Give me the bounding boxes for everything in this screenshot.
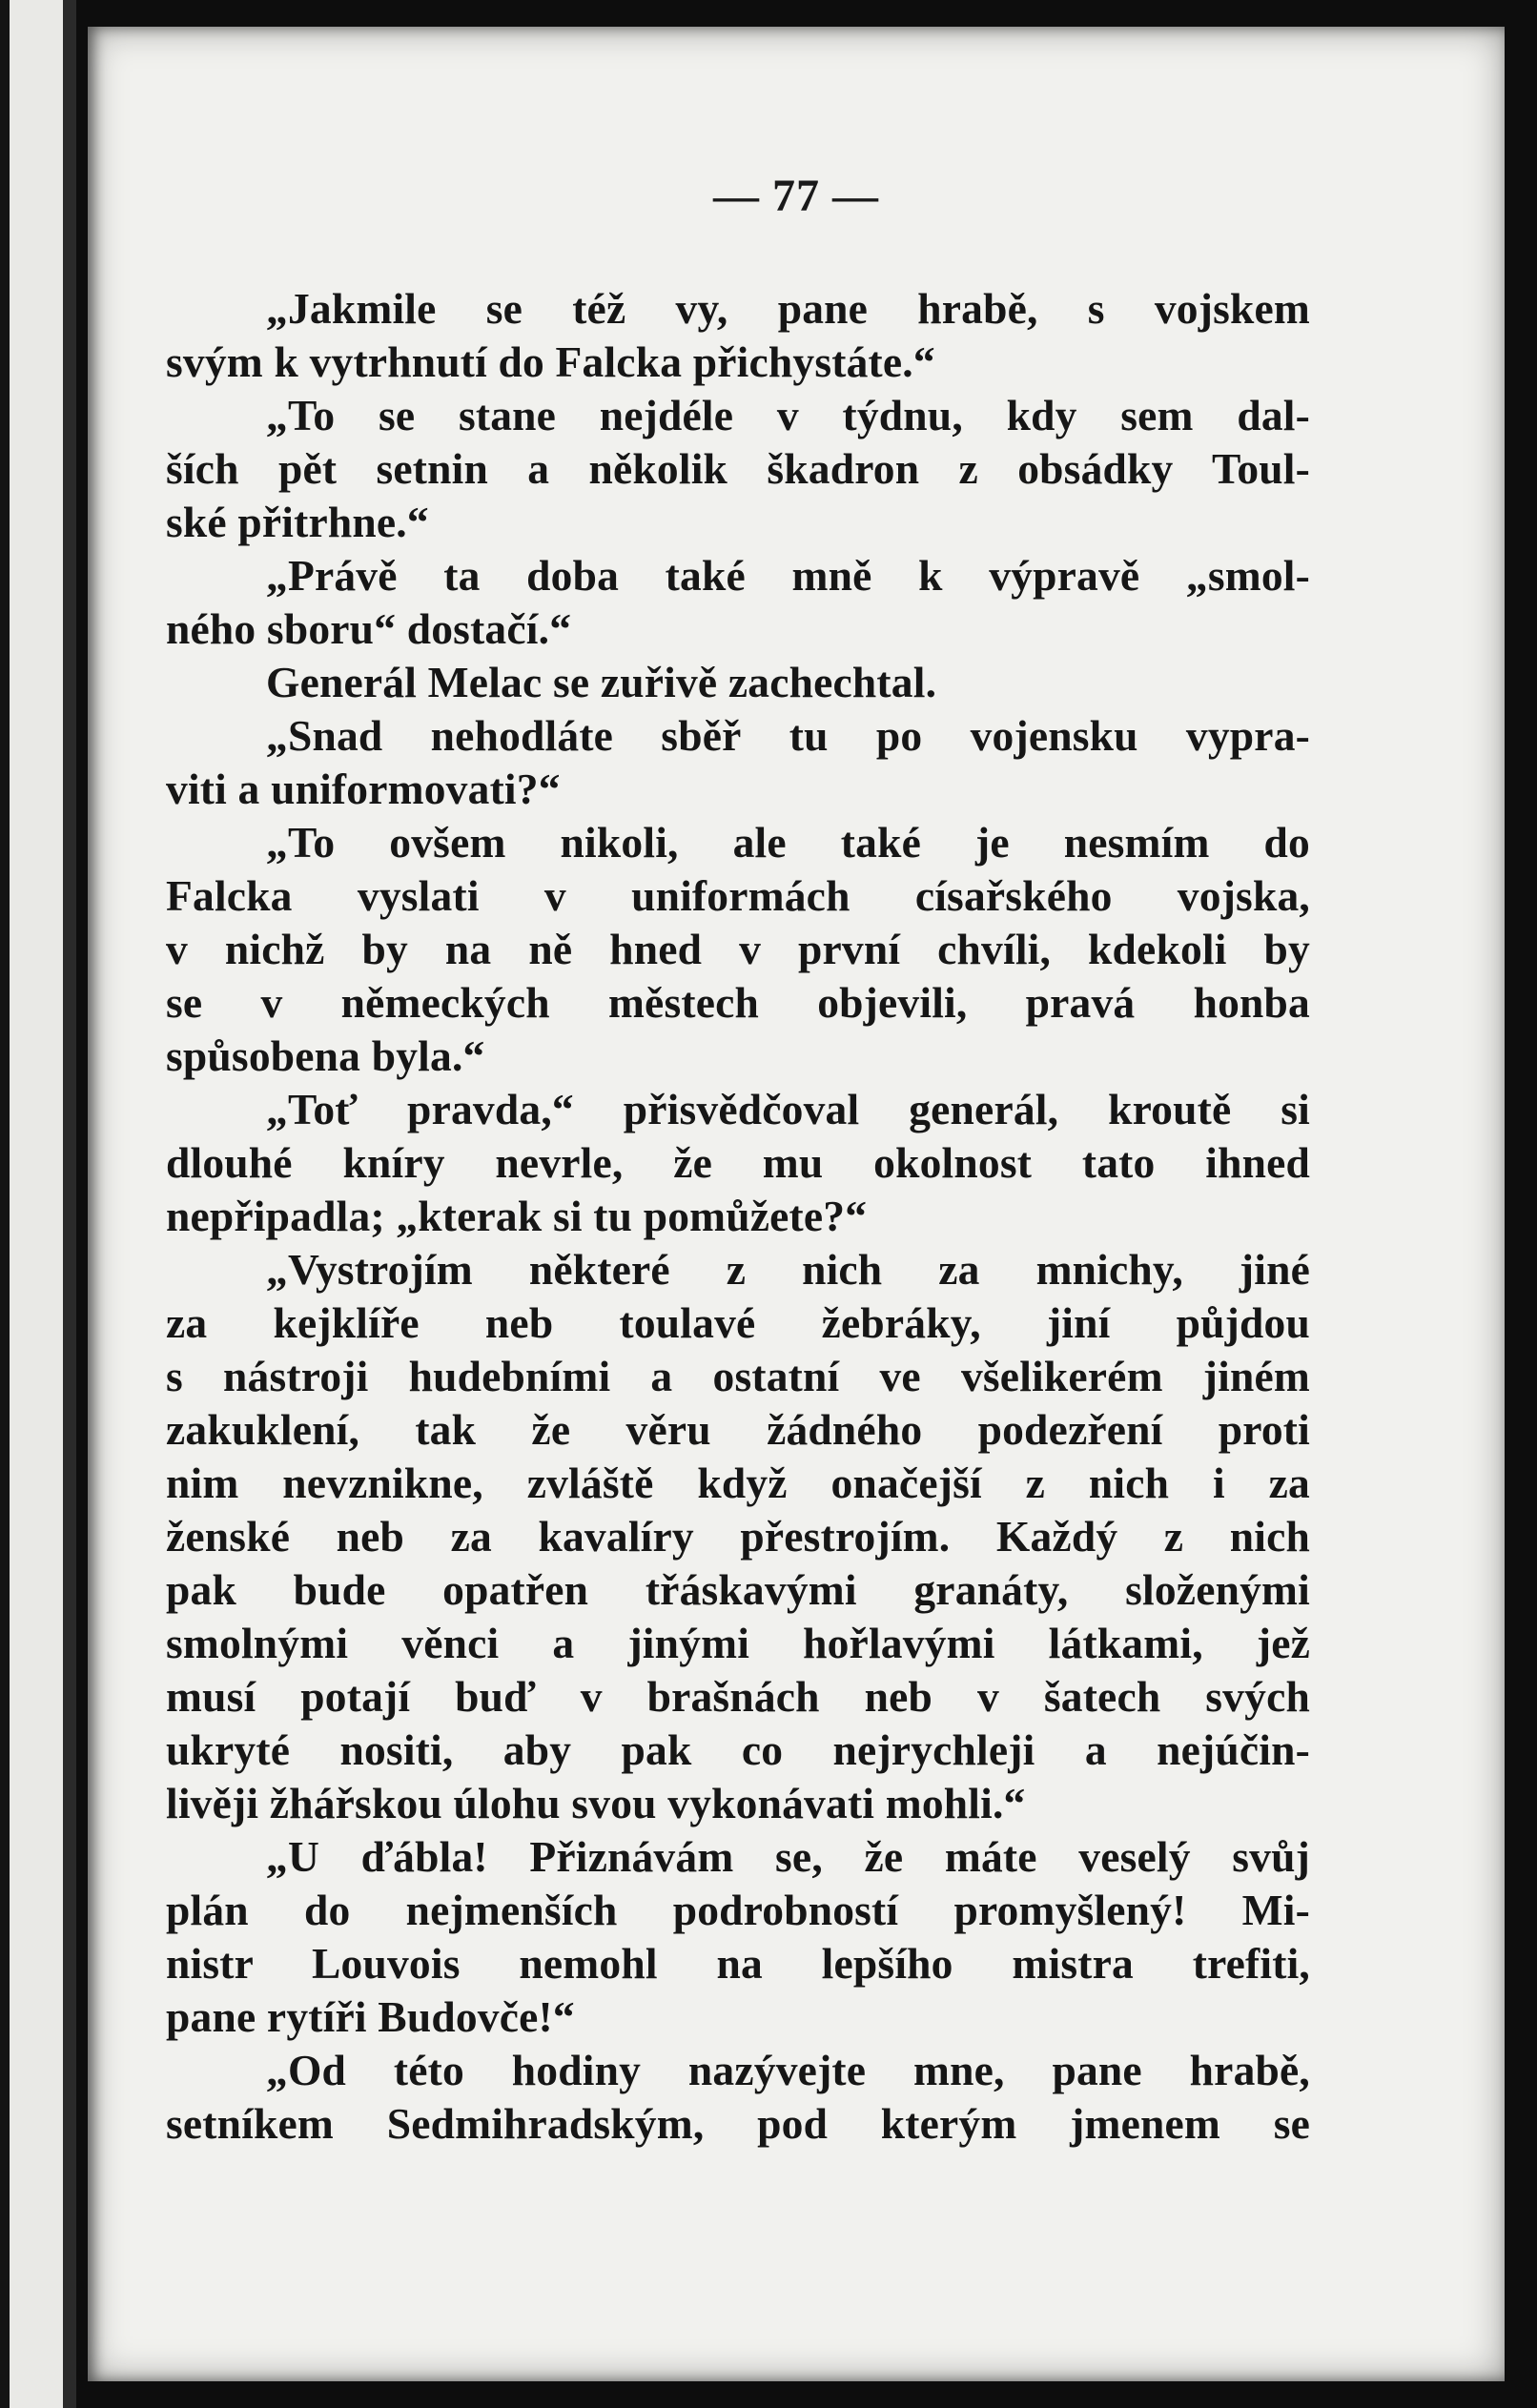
text-line: „Od této hodiny nazývejte mne, pane hrabě,	[266, 2046, 1310, 2094]
text-line: „Vystrojím některé z nich za mnichy, jiné	[266, 1245, 1310, 1294]
text-line: ukryté nositi, aby pak co nejrychleji a nejúčin-	[166, 1725, 1310, 1774]
text-line: viti a uniformovati?“	[166, 765, 561, 813]
text-line: „Jakmile se též vy, pane hrabě, s vojskem	[266, 284, 1310, 333]
text-line: dlouhé kníry nevrle, že mu okolnost tato ihned	[166, 1138, 1310, 1187]
text-line: ších pět setnin a několik škadron z obsádky Toul-	[166, 444, 1310, 493]
text-line: s nástroji hudebními a ostatní ve všelikerém jiném	[166, 1352, 1310, 1400]
page-number: — 77 —	[713, 171, 879, 221]
text-line: v nichž by na ně hned v první chvíli, kdekoli by	[166, 925, 1310, 973]
text-line: Generál Melac se zuřivě zachechtal.	[266, 658, 937, 706]
text-line: se v německých městech objevili, pravá honba	[166, 978, 1310, 1027]
body-text	[166, 282, 1310, 2151]
text-line: pane rytíři Budovče!“	[166, 1992, 575, 2041]
text-line: musí potají buď v brašnách neb v šatech svých	[166, 1672, 1310, 1721]
text-line: „Snad nehodláte sběř tu po vojensku vypra-	[266, 711, 1310, 760]
text-line: Falcka vyslati v uniformách císařského vojska,	[166, 871, 1310, 920]
text-line: nepřipadla; „kterak si tu pomůžete?“	[166, 1192, 868, 1240]
text-line: spůsobena byla.“	[166, 1031, 485, 1080]
text-line: nim nevznikne, zvláště když onačejší z nich i za	[166, 1459, 1310, 1507]
text-line: smolnými věnci a jinými hořlavými látkami, jež	[166, 1619, 1310, 1667]
text-line: ného sboru“ dostačí.“	[166, 604, 572, 653]
text-line: plán do nejmenších podrobností promyšlený! Mi-	[166, 1886, 1310, 1934]
text-line: livěji žhářskou úlohu svou vykonávati mohli.“	[166, 1779, 1026, 1827]
text-line: za kejklíře neb toulavé žebráky, jiní půjdou	[166, 1298, 1310, 1347]
text-line: ské přitrhne.“	[166, 498, 429, 546]
adjacent-page-edge	[0, 0, 76, 2408]
text-line: setníkem Sedmihradským, pod kterým jmenem se	[166, 2099, 1310, 2148]
text-line: ženské neb za kavalíry přestrojím. Každý z nich	[166, 1512, 1310, 1561]
text-line: pak bude opatřen třáskavými granáty, složenými	[166, 1565, 1310, 1614]
book-page	[88, 27, 1505, 2381]
text-line: nistr Louvois nemohl na lepšího mistra trefiti,	[166, 1939, 1310, 1988]
text-line: „To ovšem nikoli, ale také je nesmím do	[266, 818, 1310, 867]
text-line: „Toť pravda,“ přisvědčoval generál, kroutě si	[266, 1085, 1310, 1133]
text-line: zakuklení, tak že věru žádného podezření proti	[166, 1405, 1310, 1454]
text-line: „To se stane nejdéle v týdnu, kdy sem dal-	[266, 391, 1310, 439]
text-line: svým k vytrhnutí do Falcka přichystáte.“	[166, 337, 935, 386]
text-line: „Právě ta doba také mně k výpravě „smol-	[266, 551, 1310, 600]
text-line: „U ďábla! Přiznávám se, že máte veselý svůj	[266, 1832, 1310, 1881]
